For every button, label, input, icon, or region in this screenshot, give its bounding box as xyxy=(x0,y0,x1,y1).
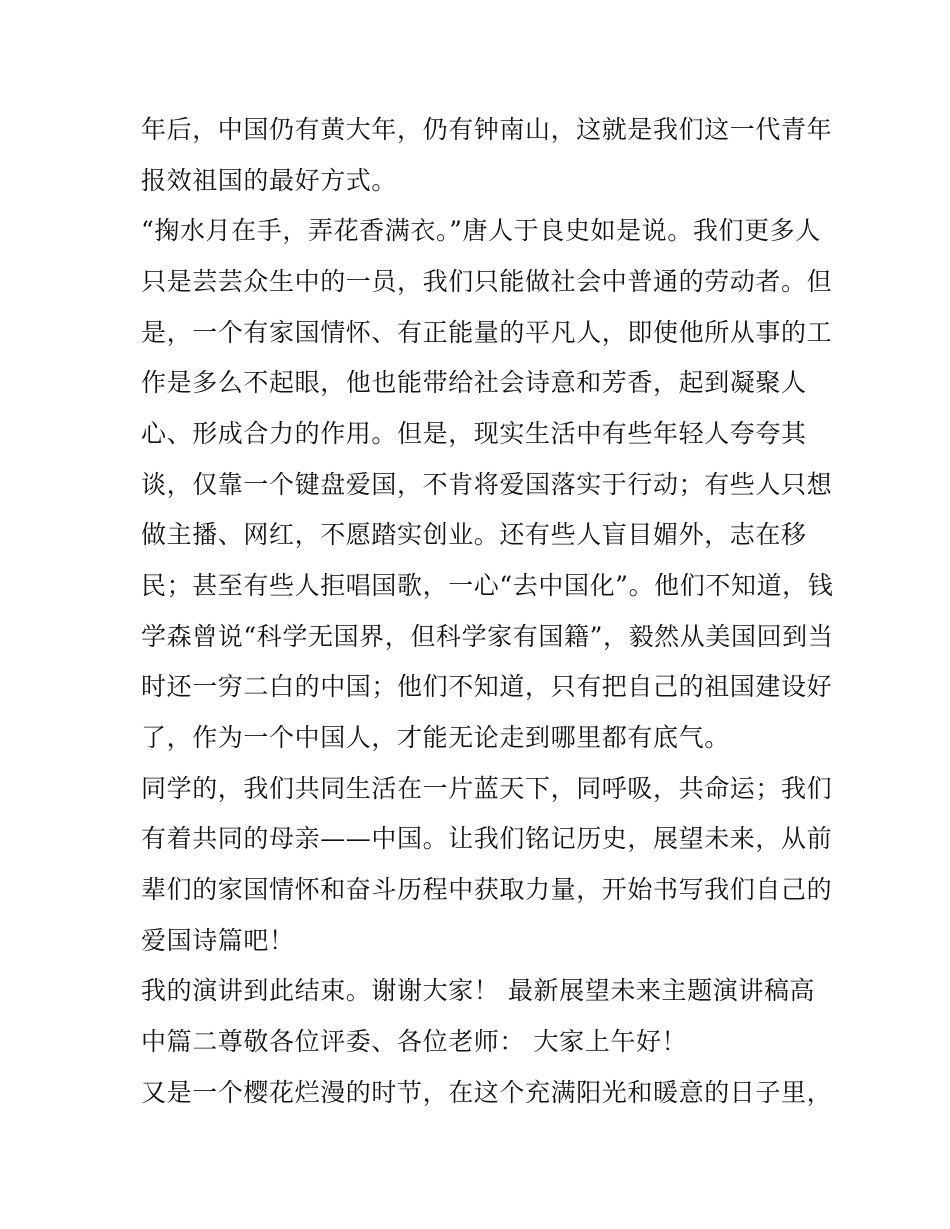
text-line: 有着共同的母亲——中国。让我们铭记历史，展望未来，从前 xyxy=(141,824,833,853)
text-line: 中篇二尊敬各位评委、各位老师： 大家上午好！ xyxy=(141,1027,688,1056)
text-line: 爱国诗篇吧！ xyxy=(141,926,295,955)
text-line: 做主播、网红，不愿踏实创业。还有些人盲目媚外，志在移 xyxy=(141,520,807,549)
text-line: 心、形成合力的作用。但是，现实生活中有些年轻人夸夸其 xyxy=(141,419,807,448)
text-line: 年后，中国仍有黄大年，仍有钟南山，这就是我们这一代青年 xyxy=(141,115,833,144)
text-line: 时还一穷二白的中国；他们不知道，只有把自己的祖国建设好 xyxy=(141,672,833,701)
text-line: “掬水月在手，弄花香满衣。”唐人于良史如是说。我们更多人 xyxy=(141,216,821,245)
text-line: 谈，仅靠一个键盘爱国，不肯将爱国落实于行动；有些人只想 xyxy=(141,470,833,499)
text-line: 辈们的家国情怀和奋斗历程中获取力量，开始书写我们自己的 xyxy=(141,875,833,904)
text-line: 只是芸芸众生中的一员，我们只能做社会中普通的劳动者。但 xyxy=(141,267,833,296)
text-line: 又是一个樱花烂漫的时节，在这个充满阳光和暖意的日子里， xyxy=(141,1078,833,1107)
text-line: 报效祖国的最好方式。 xyxy=(141,166,398,195)
text-line: 学森曾说“科学无国界，但科学家有国籍”，毅然从美国回到当 xyxy=(141,622,834,651)
text-line: 民；甚至有些人拒唱国歌，一心“去中国化”。他们不知道，钱 xyxy=(141,571,834,600)
text-line: 我的演讲到此结束。谢谢大家！ 最新展望未来主题演讲稿高 xyxy=(141,976,816,1005)
text-line: 是，一个有家国情怀、有正能量的平凡人，即使他所从事的工 xyxy=(141,318,833,347)
text-line: 了，作为一个中国人，才能无论走到哪里都有底气。 xyxy=(141,723,730,752)
text-line: 同学的，我们共同生活在一片蓝天下，同呼吸，共命运；我们 xyxy=(141,774,833,803)
text-line: 作是多么不起眼，他也能带给社会诗意和芳香，起到凝聚人 xyxy=(141,368,807,397)
